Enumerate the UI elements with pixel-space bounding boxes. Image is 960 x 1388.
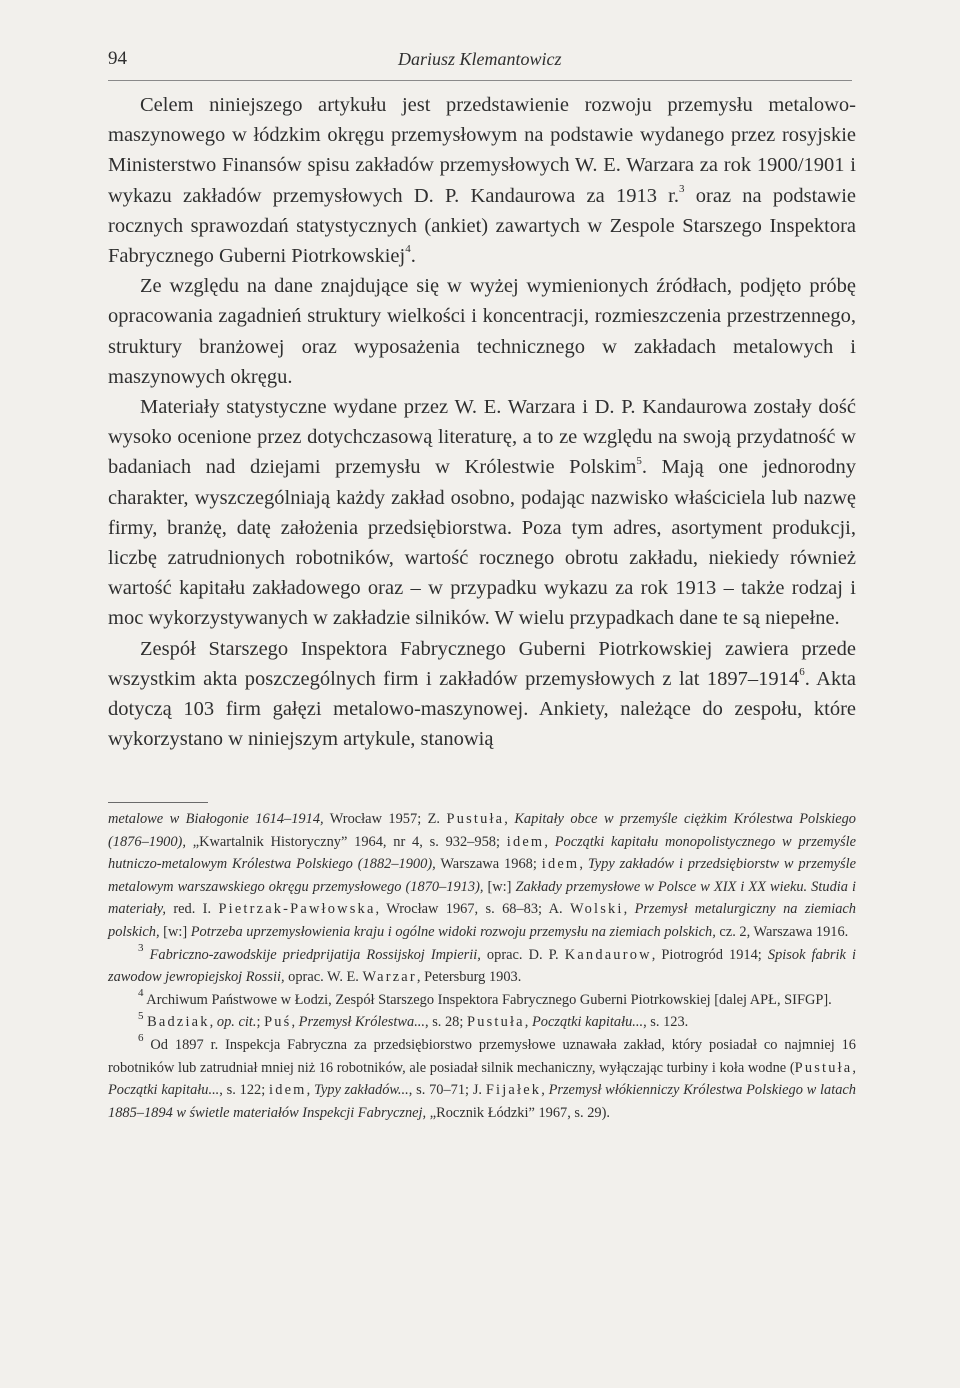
paragraph-2: Ze względu na dane znajdujące się w wyżej wymienionych źródłach, podjęto próbę opracowania zagadnień struktury wielkości i koncentracji, rozmieszczenia przestrzennego, struktury branżowej oraz wyposażenia technicznego w zakładach metalowych i maszynowych okręgu.: [108, 275, 856, 388]
paragraph-1: Celem niniejszego artykułu jest przedstawienie rozwoju przemysłu metalowo-maszynowego w łódzkim okręgu przemysłowym na podstawie wydanego przez rosyjskie Ministerstwo Finansów spisu zakładów przemysłowych W. E. Warzara za rok 1900/1901 i wykazu zakładów przemysłowych D. P. Kandaurowa za 1913 r.$^3$ oraz na podstawie rocznych sprawozdań statystycznych (ankiet) zawartych w Zespole Starszego Inspektora Fabrycznego Guberni Piotrkowskiej$^4$.: [108, 94, 857, 268]
running-head-author: Dariusz Klemantowicz: [398, 49, 562, 69]
main-text: [108, 90, 856, 754]
footnote-3: $^3$ Fabriczno-zawodskije priedprijatija Rossijskoj Impierii, oprac. D. P. Kandaurow, Piotrogród 1914; Spisok fabrik i zawodow jewropiejskoj Rossii, oprac. W. E. Warzar, Petersburg 1903.: [108, 941, 857, 986]
footnote-4: $^4$ Archiwum Państwowe w Łodzi, Zespół Starszego Inspektora Fabrycznego Guberni Piotrkowskiej [dalej APŁ, SIFGP].: [138, 986, 832, 1008]
footnote-6: $^6$ Od 1897 r. Inspekcja Fabryczna za przedsiębiorstwo przemysłowe uznawała zakład, który posiadał co najmniej 16 robotników lub zatrudniał mniej niż 16 robotników, ale posiadał silnik mechaniczny, wyłączając turbiny i koła wodne (Pustuła, Początki kapitału..., s. 122; idem, Typy zakładów..., s. 70–71; J. Fijałek, Przemysł włókienniczy Królestwa Polskiego w latach 1885–1894 w świetle materiałów Inspekcji Fabrycznej, „Rocznik Łódzki” 1967, s. 29).: [108, 1032, 857, 1121]
paragraph-4: Zespół Starszego Inspektora Fabrycznego Guberni Piotrkowskiej zawiera przede wszystkim akta poszczególnych firm i zakładów przemysłowych z lat 1897–1914$^6$. Akta dotyczą 103 firm gałęzi metalowo-maszynowej. Ankiety, należące do zespołu, które wykorzystano w niniejszym artykule, stanowią: [108, 637, 857, 751]
footnote-ref-6[interactable]: 6: [799, 666, 805, 679]
footnote-ref-4[interactable]: 4: [405, 243, 411, 256]
footnote-separator: [108, 802, 208, 803]
header-rule: [108, 80, 852, 81]
paragraph-3: Materiały statystyczne wydane przez W. E. Warzara i D. P. Kandaurowa zostały dość wysoko ocenione przez dotychczasową literaturę, a to ze względu na swoją przydatność w badaniach nad dziejami przemysłu w Królestwie Polskim$^5$. Mają one jednorodny charakter, wyszczególniają każdy zakład osobno, podając nazwisko właściciela lub nazwę firmy, branżę, datę założenia przedsiębiorstwa. Poza tym adres, asortyment produkcji, liczbę zatrudnionych robotników, wartość rocznego obrotu zakładu, niekiedy również wartość kapitału zakładowego oraz – w przypadku wykazu za rok 1913 – także rodzaj i moc wykorzystywanych w zakładzie silników. W wielu przypadkach dane te są niepełne.: [108, 396, 856, 630]
footnote-2-continued: metalowe w Białogonie 1614–1914, Wrocław 1957; Z. Pustuła, Kapitały obce w przemyśle ciężkim Królestwa Polskiego (1876–1900), „Kwartalnik Historyczny” 1964, nr 4, s. 932–958; idem, Początki kapitału monopolistycznego w przemyśle hutniczo-metalowym Królestwa Polskiego (1882–1900), Warszawa 1968; idem, Typy zakładów i przedsiębiorstw w przemyśle metalowym warszawskiego okręgu przemysłowego (1870–1913), [w:] Zakłady przemysłowe w Polsce w XIX i XX wieku. Studia i materiały, red. I. Pietrzak-Pawłowska, Wrocław 1967, s. 68–83; A. Wolski, Przemysł metalurgiczny na ziemiach polskich, [w:] Potrzeba uprzemysłowienia kraju i ogólne widoki rozwoju przemysłu na ziemiach polskich, cz. 2, Warszawa 1916.: [108, 811, 856, 940]
footnotes: [108, 808, 856, 1124]
footnote-5: $^5$ Badziak, op. cit.; Puś, Przemysł Królestwa..., s. 28; Pustuła, Początki kapitału..., s. 123.: [138, 1009, 689, 1031]
footnote-ref-3[interactable]: 3: [679, 182, 685, 195]
page-number: 94: [108, 48, 127, 69]
page-header: [108, 48, 852, 78]
footnote-ref-5[interactable]: 5: [636, 454, 642, 467]
